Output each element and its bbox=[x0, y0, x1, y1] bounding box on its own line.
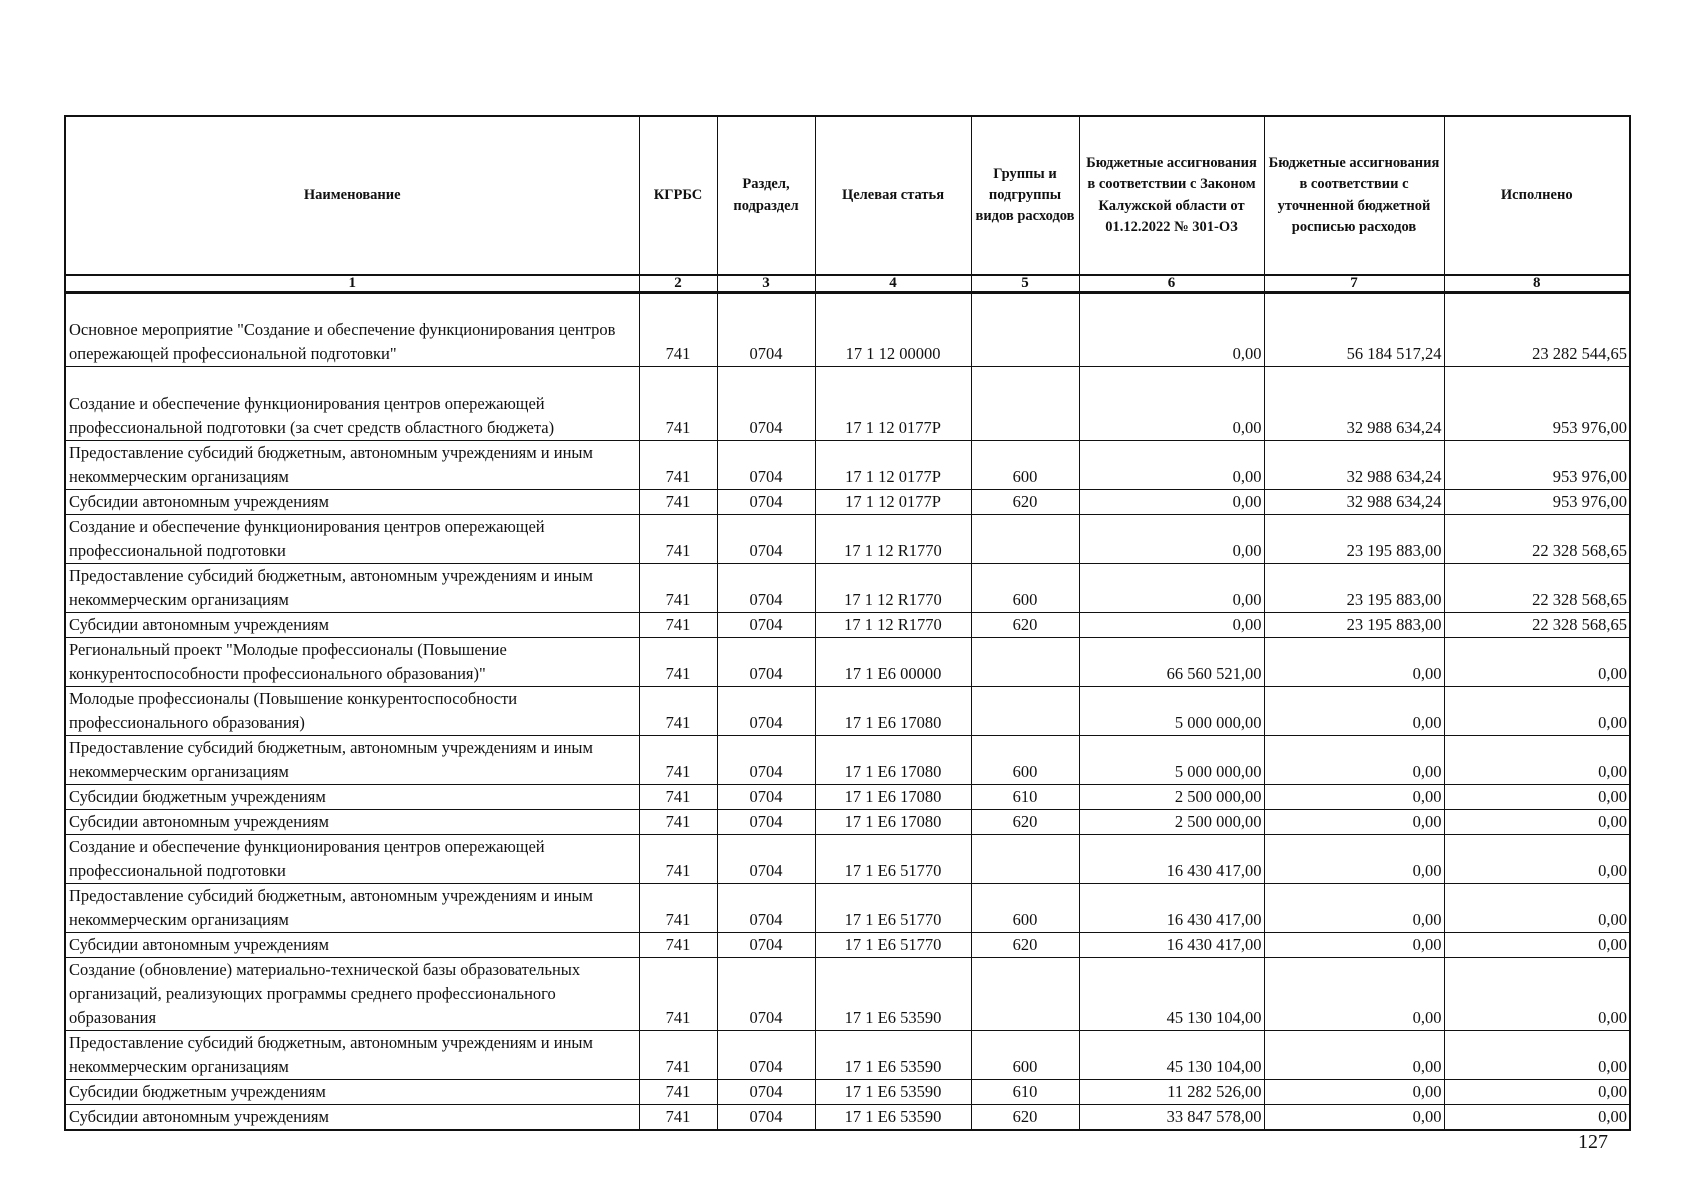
page-number: 127 bbox=[1578, 1131, 1608, 1153]
row-law-amount: 0,00 bbox=[1079, 490, 1264, 515]
column-number: 4 bbox=[815, 275, 971, 293]
row-updated-amount: 56 184 517,24 bbox=[1264, 293, 1444, 367]
budget-table bbox=[64, 115, 1631, 1131]
table-row bbox=[65, 687, 1630, 736]
row-section: 0704 bbox=[717, 958, 815, 1031]
row-section: 0704 bbox=[717, 835, 815, 884]
table-row bbox=[65, 785, 1630, 810]
row-target-article: 17 1 12 R1770 bbox=[815, 515, 971, 564]
table-row bbox=[65, 490, 1630, 515]
row-name: Предоставление субсидий бюджетным, автономным учреждениям и иным некоммерческим организациям bbox=[65, 441, 639, 490]
row-executed-amount: 0,00 bbox=[1444, 638, 1630, 687]
row-name: Предоставление субсидий бюджетным, автономным учреждениям и иным некоммерческим организациям bbox=[65, 564, 639, 613]
row-executed-amount: 22 328 568,65 bbox=[1444, 515, 1630, 564]
row-expense-group: 610 bbox=[971, 785, 1079, 810]
row-name: Создание (обновление) материально-технической базы образовательных организаций, реализующих программы среднего профессионального образования bbox=[65, 958, 639, 1031]
row-law-amount: 0,00 bbox=[1079, 367, 1264, 441]
row-updated-amount: 32 988 634,24 bbox=[1264, 441, 1444, 490]
row-section: 0704 bbox=[717, 1031, 815, 1080]
row-section: 0704 bbox=[717, 736, 815, 785]
row-kgrbs: 741 bbox=[639, 613, 717, 638]
row-expense-group: 600 bbox=[971, 1031, 1079, 1080]
row-expense-group bbox=[971, 367, 1079, 441]
table-row bbox=[65, 835, 1630, 884]
column-number: 2 bbox=[639, 275, 717, 293]
row-expense-group bbox=[971, 835, 1079, 884]
row-name: Субсидии автономным учреждениям bbox=[65, 490, 639, 515]
row-target-article: 17 1 Е6 53590 bbox=[815, 1105, 971, 1131]
table-row bbox=[65, 564, 1630, 613]
table-row bbox=[65, 958, 1630, 1031]
row-name: Субсидии автономным учреждениям bbox=[65, 1105, 639, 1131]
row-expense-group: 610 bbox=[971, 1080, 1079, 1105]
row-target-article: 17 1 Е6 53590 bbox=[815, 1080, 971, 1105]
row-executed-amount: 0,00 bbox=[1444, 687, 1630, 736]
row-kgrbs: 741 bbox=[639, 884, 717, 933]
row-kgrbs: 741 bbox=[639, 785, 717, 810]
row-kgrbs: 741 bbox=[639, 835, 717, 884]
row-section: 0704 bbox=[717, 1105, 815, 1131]
row-executed-amount: 0,00 bbox=[1444, 958, 1630, 1031]
row-updated-amount: 0,00 bbox=[1264, 736, 1444, 785]
row-executed-amount: 0,00 bbox=[1444, 1105, 1630, 1131]
table-row bbox=[65, 1105, 1630, 1131]
column-number: 5 bbox=[971, 275, 1079, 293]
header-section: Раздел, подраздел bbox=[717, 116, 815, 275]
row-target-article: 17 1 Е6 00000 bbox=[815, 638, 971, 687]
header-expense-groups: Группы и подгруппы видов расходов bbox=[971, 116, 1079, 275]
row-kgrbs: 741 bbox=[639, 736, 717, 785]
column-number: 8 bbox=[1444, 275, 1630, 293]
table-row bbox=[65, 367, 1630, 441]
row-name: Предоставление субсидий бюджетным, автономным учреждениям и иным некоммерческим организациям bbox=[65, 1031, 639, 1080]
table-row bbox=[65, 736, 1630, 785]
row-executed-amount: 0,00 bbox=[1444, 810, 1630, 835]
row-target-article: 17 1 12 0177Р bbox=[815, 490, 971, 515]
row-expense-group: 620 bbox=[971, 490, 1079, 515]
row-executed-amount: 953 976,00 bbox=[1444, 441, 1630, 490]
row-updated-amount: 0,00 bbox=[1264, 1031, 1444, 1080]
row-target-article: 17 1 Е6 51770 bbox=[815, 884, 971, 933]
row-kgrbs: 741 bbox=[639, 638, 717, 687]
row-name: Субсидии бюджетным учреждениям bbox=[65, 1080, 639, 1105]
table-row bbox=[65, 1080, 1630, 1105]
row-target-article: 17 1 Е6 51770 bbox=[815, 835, 971, 884]
row-name: Субсидии автономным учреждениям bbox=[65, 810, 639, 835]
row-section: 0704 bbox=[717, 785, 815, 810]
table-row bbox=[65, 884, 1630, 933]
row-updated-amount: 0,00 bbox=[1264, 1105, 1444, 1131]
table-row bbox=[65, 515, 1630, 564]
row-kgrbs: 741 bbox=[639, 441, 717, 490]
row-target-article: 17 1 Е6 53590 bbox=[815, 958, 971, 1031]
row-expense-group: 620 bbox=[971, 1105, 1079, 1131]
row-target-article: 17 1 Е6 17080 bbox=[815, 810, 971, 835]
row-law-amount: 16 430 417,00 bbox=[1079, 835, 1264, 884]
row-section: 0704 bbox=[717, 515, 815, 564]
column-number: 6 bbox=[1079, 275, 1264, 293]
row-updated-amount: 0,00 bbox=[1264, 785, 1444, 810]
row-kgrbs: 741 bbox=[639, 293, 717, 367]
header-target-article: Целевая статья bbox=[815, 116, 971, 275]
row-kgrbs: 741 bbox=[639, 1080, 717, 1105]
row-section: 0704 bbox=[717, 441, 815, 490]
row-section: 0704 bbox=[717, 638, 815, 687]
row-target-article: 17 1 12 R1770 bbox=[815, 564, 971, 613]
row-section: 0704 bbox=[717, 1080, 815, 1105]
row-law-amount: 2 500 000,00 bbox=[1079, 810, 1264, 835]
row-expense-group bbox=[971, 958, 1079, 1031]
row-law-amount: 0,00 bbox=[1079, 564, 1264, 613]
row-kgrbs: 741 bbox=[639, 564, 717, 613]
row-expense-group bbox=[971, 515, 1079, 564]
row-executed-amount: 23 282 544,65 bbox=[1444, 293, 1630, 367]
row-target-article: 17 1 Е6 17080 bbox=[815, 736, 971, 785]
table-row bbox=[65, 441, 1630, 490]
row-expense-group: 600 bbox=[971, 441, 1079, 490]
row-expense-group: 620 bbox=[971, 613, 1079, 638]
row-kgrbs: 741 bbox=[639, 367, 717, 441]
row-expense-group: 600 bbox=[971, 884, 1079, 933]
row-kgrbs: 741 bbox=[639, 810, 717, 835]
header-name: Наименование bbox=[65, 116, 639, 275]
row-updated-amount: 0,00 bbox=[1264, 810, 1444, 835]
row-executed-amount: 0,00 bbox=[1444, 835, 1630, 884]
row-executed-amount: 953 976,00 bbox=[1444, 490, 1630, 515]
row-kgrbs: 741 bbox=[639, 958, 717, 1031]
row-kgrbs: 741 bbox=[639, 1031, 717, 1080]
row-law-amount: 45 130 104,00 bbox=[1079, 1031, 1264, 1080]
row-executed-amount: 0,00 bbox=[1444, 785, 1630, 810]
row-expense-group: 600 bbox=[971, 736, 1079, 785]
row-target-article: 17 1 Е6 53590 bbox=[815, 1031, 971, 1080]
row-updated-amount: 23 195 883,00 bbox=[1264, 564, 1444, 613]
row-updated-amount: 32 988 634,24 bbox=[1264, 367, 1444, 441]
row-name: Создание и обеспечение функционирования центров опережающей профессиональной подготовки bbox=[65, 835, 639, 884]
row-section: 0704 bbox=[717, 293, 815, 367]
row-law-amount: 5 000 000,00 bbox=[1079, 687, 1264, 736]
column-number-row bbox=[65, 275, 1630, 293]
row-law-amount: 0,00 bbox=[1079, 515, 1264, 564]
row-executed-amount: 953 976,00 bbox=[1444, 367, 1630, 441]
row-expense-group: 620 bbox=[971, 810, 1079, 835]
row-updated-amount: 32 988 634,24 bbox=[1264, 490, 1444, 515]
row-law-amount: 16 430 417,00 bbox=[1079, 884, 1264, 933]
row-updated-amount: 23 195 883,00 bbox=[1264, 515, 1444, 564]
row-updated-amount: 0,00 bbox=[1264, 638, 1444, 687]
row-name: Региональный проект "Молодые профессионалы (Повышение конкурентоспособности профессионального образования)" bbox=[65, 638, 639, 687]
row-name: Субсидии автономным учреждениям bbox=[65, 613, 639, 638]
row-updated-amount: 0,00 bbox=[1264, 933, 1444, 958]
row-executed-amount: 0,00 bbox=[1444, 1031, 1630, 1080]
row-expense-group bbox=[971, 293, 1079, 367]
row-updated-amount: 0,00 bbox=[1264, 835, 1444, 884]
row-name: Молодые профессионалы (Повышение конкурентоспособности профессионального образования) bbox=[65, 687, 639, 736]
row-law-amount: 16 430 417,00 bbox=[1079, 933, 1264, 958]
row-expense-group: 620 bbox=[971, 933, 1079, 958]
header-kgrbs: КГРБС bbox=[639, 116, 717, 275]
row-executed-amount: 22 328 568,65 bbox=[1444, 613, 1630, 638]
row-kgrbs: 741 bbox=[639, 515, 717, 564]
row-expense-group: 600 bbox=[971, 564, 1079, 613]
row-law-amount: 11 282 526,00 bbox=[1079, 1080, 1264, 1105]
row-name: Субсидии бюджетным учреждениям bbox=[65, 785, 639, 810]
row-executed-amount: 22 328 568,65 bbox=[1444, 564, 1630, 613]
row-law-amount: 33 847 578,00 bbox=[1079, 1105, 1264, 1131]
row-executed-amount: 0,00 bbox=[1444, 1080, 1630, 1105]
row-target-article: 17 1 Е6 17080 bbox=[815, 687, 971, 736]
column-number: 1 bbox=[65, 275, 639, 293]
row-law-amount: 0,00 bbox=[1079, 441, 1264, 490]
row-law-amount: 5 000 000,00 bbox=[1079, 736, 1264, 785]
row-target-article: 17 1 Е6 17080 bbox=[815, 785, 971, 810]
row-name: Субсидии автономным учреждениям bbox=[65, 933, 639, 958]
table-row bbox=[65, 293, 1630, 367]
row-executed-amount: 0,00 bbox=[1444, 884, 1630, 933]
row-section: 0704 bbox=[717, 613, 815, 638]
table-row bbox=[65, 933, 1630, 958]
row-law-amount: 0,00 bbox=[1079, 613, 1264, 638]
row-target-article: 17 1 12 R1770 bbox=[815, 613, 971, 638]
row-law-amount: 0,00 bbox=[1079, 293, 1264, 367]
row-section: 0704 bbox=[717, 490, 815, 515]
table-row bbox=[65, 613, 1630, 638]
row-kgrbs: 741 bbox=[639, 490, 717, 515]
row-executed-amount: 0,00 bbox=[1444, 736, 1630, 785]
row-section: 0704 bbox=[717, 687, 815, 736]
row-section: 0704 bbox=[717, 810, 815, 835]
row-law-amount: 66 560 521,00 bbox=[1079, 638, 1264, 687]
row-executed-amount: 0,00 bbox=[1444, 933, 1630, 958]
row-expense-group bbox=[971, 687, 1079, 736]
row-target-article: 17 1 12 0177Р bbox=[815, 441, 971, 490]
row-kgrbs: 741 bbox=[639, 1105, 717, 1131]
table-row bbox=[65, 638, 1630, 687]
column-number: 3 bbox=[717, 275, 815, 293]
table-row bbox=[65, 1031, 1630, 1080]
row-name: Предоставление субсидий бюджетным, автономным учреждениям и иным некоммерческим организациям bbox=[65, 884, 639, 933]
header-updated-allocations: Бюджетные ассигнования в соответствии с уточненной бюджетной росписью расходов bbox=[1264, 116, 1444, 275]
row-name: Основное мероприятие "Создание и обеспечение функционирования центров опережающей профессиональной подготовки" bbox=[65, 293, 639, 367]
row-name: Создание и обеспечение функционирования центров опережающей профессиональной подготовки (за счет средств областного бюджета) bbox=[65, 367, 639, 441]
row-section: 0704 bbox=[717, 564, 815, 613]
row-updated-amount: 0,00 bbox=[1264, 884, 1444, 933]
row-target-article: 17 1 12 00000 bbox=[815, 293, 971, 367]
row-updated-amount: 0,00 bbox=[1264, 958, 1444, 1031]
row-target-article: 17 1 12 0177Р bbox=[815, 367, 971, 441]
column-number: 7 bbox=[1264, 275, 1444, 293]
row-section: 0704 bbox=[717, 367, 815, 441]
table-row bbox=[65, 810, 1630, 835]
row-expense-group bbox=[971, 638, 1079, 687]
row-name: Создание и обеспечение функционирования центров опережающей профессиональной подготовки bbox=[65, 515, 639, 564]
header-law-allocations: Бюджетные ассигнования в соответствии с Законом Калужской области от 01.12.2022 № 301-ОЗ bbox=[1079, 116, 1264, 275]
row-name: Предоставление субсидий бюджетным, автономным учреждениям и иным некоммерческим организациям bbox=[65, 736, 639, 785]
row-target-article: 17 1 Е6 51770 bbox=[815, 933, 971, 958]
row-law-amount: 2 500 000,00 bbox=[1079, 785, 1264, 810]
header-row bbox=[65, 116, 1630, 275]
row-updated-amount: 23 195 883,00 bbox=[1264, 613, 1444, 638]
row-kgrbs: 741 bbox=[639, 687, 717, 736]
row-law-amount: 45 130 104,00 bbox=[1079, 958, 1264, 1031]
row-updated-amount: 0,00 bbox=[1264, 687, 1444, 736]
row-section: 0704 bbox=[717, 933, 815, 958]
header-executed: Исполнено bbox=[1444, 116, 1630, 275]
row-section: 0704 bbox=[717, 884, 815, 933]
row-kgrbs: 741 bbox=[639, 933, 717, 958]
row-updated-amount: 0,00 bbox=[1264, 1080, 1444, 1105]
